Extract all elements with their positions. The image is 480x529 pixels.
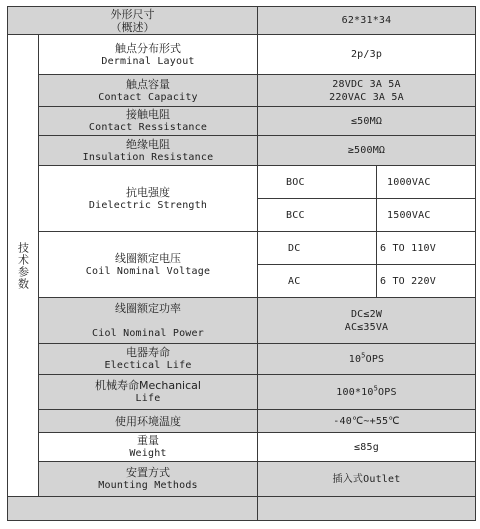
- capacity-label-cell: [38, 74, 258, 107]
- coil-voltage-sub-2-value: 6 TO 220V: [380, 275, 436, 287]
- resistance-value-cell: [257, 106, 476, 136]
- dielectric-sub-value-2: [376, 198, 476, 232]
- mechanical-life-value: $100*10^5OPS$: [336, 384, 397, 398]
- insulation-cn: 绝缘电阻: [126, 137, 170, 151]
- coil-voltage-label-cell: [38, 231, 258, 298]
- dielectric-sub-label-2: [257, 198, 377, 232]
- coil-voltage-sub-1-label: DC: [288, 242, 301, 254]
- mechanical-life-label-cell: [38, 374, 258, 410]
- header-label-sub: （概述）: [110, 20, 155, 34]
- coil-voltage-sub-2-label: AC: [288, 275, 301, 287]
- resistance-value: ≤50MΩ: [350, 115, 383, 127]
- terminal-value: 2p/3p: [350, 49, 383, 60]
- dielectric-label-cell: [38, 165, 258, 232]
- coil-power-label-cell: [38, 297, 258, 344]
- header-label-cn: 外形尺寸: [110, 7, 155, 21]
- temperature-label-cell: [38, 409, 258, 433]
- capacity-value-1: 28VDC 3A 5A: [332, 78, 401, 90]
- terminal-cn: 触点分布形式: [115, 41, 181, 55]
- dielectric-sub-label-1: [257, 165, 377, 199]
- weight-value: ≤85g: [354, 441, 379, 453]
- electrical-life-cn: 电器寿命: [126, 346, 170, 359]
- insulation-value: ≥500MΩ: [347, 145, 386, 156]
- capacity-value-2: 220VAC 3A 5A: [329, 91, 404, 103]
- mechanical-life-en: Life: [135, 393, 161, 404]
- header-value-cell: [257, 6, 476, 35]
- insulation-en: Insulation Resistance: [82, 151, 214, 163]
- coil-power-value-2: AC≤35VA: [344, 321, 389, 333]
- resistance-cn: 接触电阻: [126, 108, 170, 121]
- terminal-label-cell: [38, 34, 258, 75]
- header-label-cell: [7, 6, 258, 35]
- coil-voltage-sub-label-1: [257, 231, 377, 265]
- capacity-value-cell: [257, 74, 476, 107]
- mounting-value: 插入式Outlet: [332, 473, 401, 485]
- footer-left-cell: [7, 496, 258, 521]
- electrical-life-value: $10^5OPS$: [348, 351, 385, 365]
- mounting-value-cell: [257, 461, 476, 497]
- coil-voltage-sub-value-1: [376, 231, 476, 265]
- weight-cn: 重量: [137, 434, 159, 447]
- header-value: 62*31*34: [341, 15, 392, 26]
- coil-voltage-en: Coil Nominal Voltage: [85, 265, 211, 277]
- coil-power-en: Ciol Nominal Power: [92, 328, 204, 339]
- dielectric-cn: 抗电强度: [126, 185, 170, 199]
- dielectric-sub-2-value: 1500VAC: [387, 209, 431, 221]
- terminal-en: Derminal Layout: [101, 55, 195, 67]
- electrical-life-value-cell: [257, 343, 476, 375]
- coil-voltage-sub-label-2: [257, 264, 377, 298]
- mounting-en: Mounting Methods: [98, 480, 198, 491]
- terminal-value-cell: [257, 34, 476, 75]
- side-label-cell: [7, 34, 39, 497]
- side-label: 技术参数: [16, 241, 30, 290]
- resistance-label-cell: [38, 106, 258, 136]
- coil-voltage-cn: 线圈额定电压: [115, 251, 181, 265]
- footer-right-cell: [257, 496, 476, 521]
- insulation-label-cell: [38, 135, 258, 166]
- capacity-en: Contact Capacity: [98, 91, 198, 103]
- electrical-life-en: Electical Life: [104, 360, 192, 371]
- weight-label-cell: [38, 432, 258, 462]
- coil-power-value-cell: [257, 297, 476, 344]
- dielectric-sub-1-value: 1000VAC: [387, 176, 431, 188]
- coil-voltage-sub-1-value: 6 TO 110V: [380, 242, 436, 254]
- resistance-en: Contact Ressistance: [88, 122, 208, 133]
- coil-voltage-sub-value-2: [376, 264, 476, 298]
- dielectric-sub-1-label: BOC: [286, 176, 305, 188]
- electrical-life-label-cell: [38, 343, 258, 375]
- weight-en: Weight: [129, 448, 167, 459]
- mounting-cn: 安置方式: [126, 466, 170, 479]
- temperature-cn: 使用环境温度: [115, 414, 181, 428]
- insulation-value-cell: [257, 135, 476, 166]
- weight-value-cell: [257, 432, 476, 462]
- temperature-value: -40℃~+55℃: [333, 415, 400, 427]
- dielectric-sub-2-label: BCC: [286, 209, 305, 221]
- dielectric-sub-value-1: [376, 165, 476, 199]
- mechanical-life-cn: 机械寿命Mechanical: [95, 379, 201, 392]
- temperature-value-cell: [257, 409, 476, 433]
- dielectric-en: Dielectric Strength: [88, 199, 208, 211]
- mechanical-life-value-cell: [257, 374, 476, 410]
- coil-power-value-1: DC≤2W: [350, 308, 383, 320]
- coil-power-cn: 线圈额定功率: [115, 302, 181, 315]
- mounting-label-cell: [38, 461, 258, 497]
- capacity-cn: 触点容量: [126, 77, 170, 91]
